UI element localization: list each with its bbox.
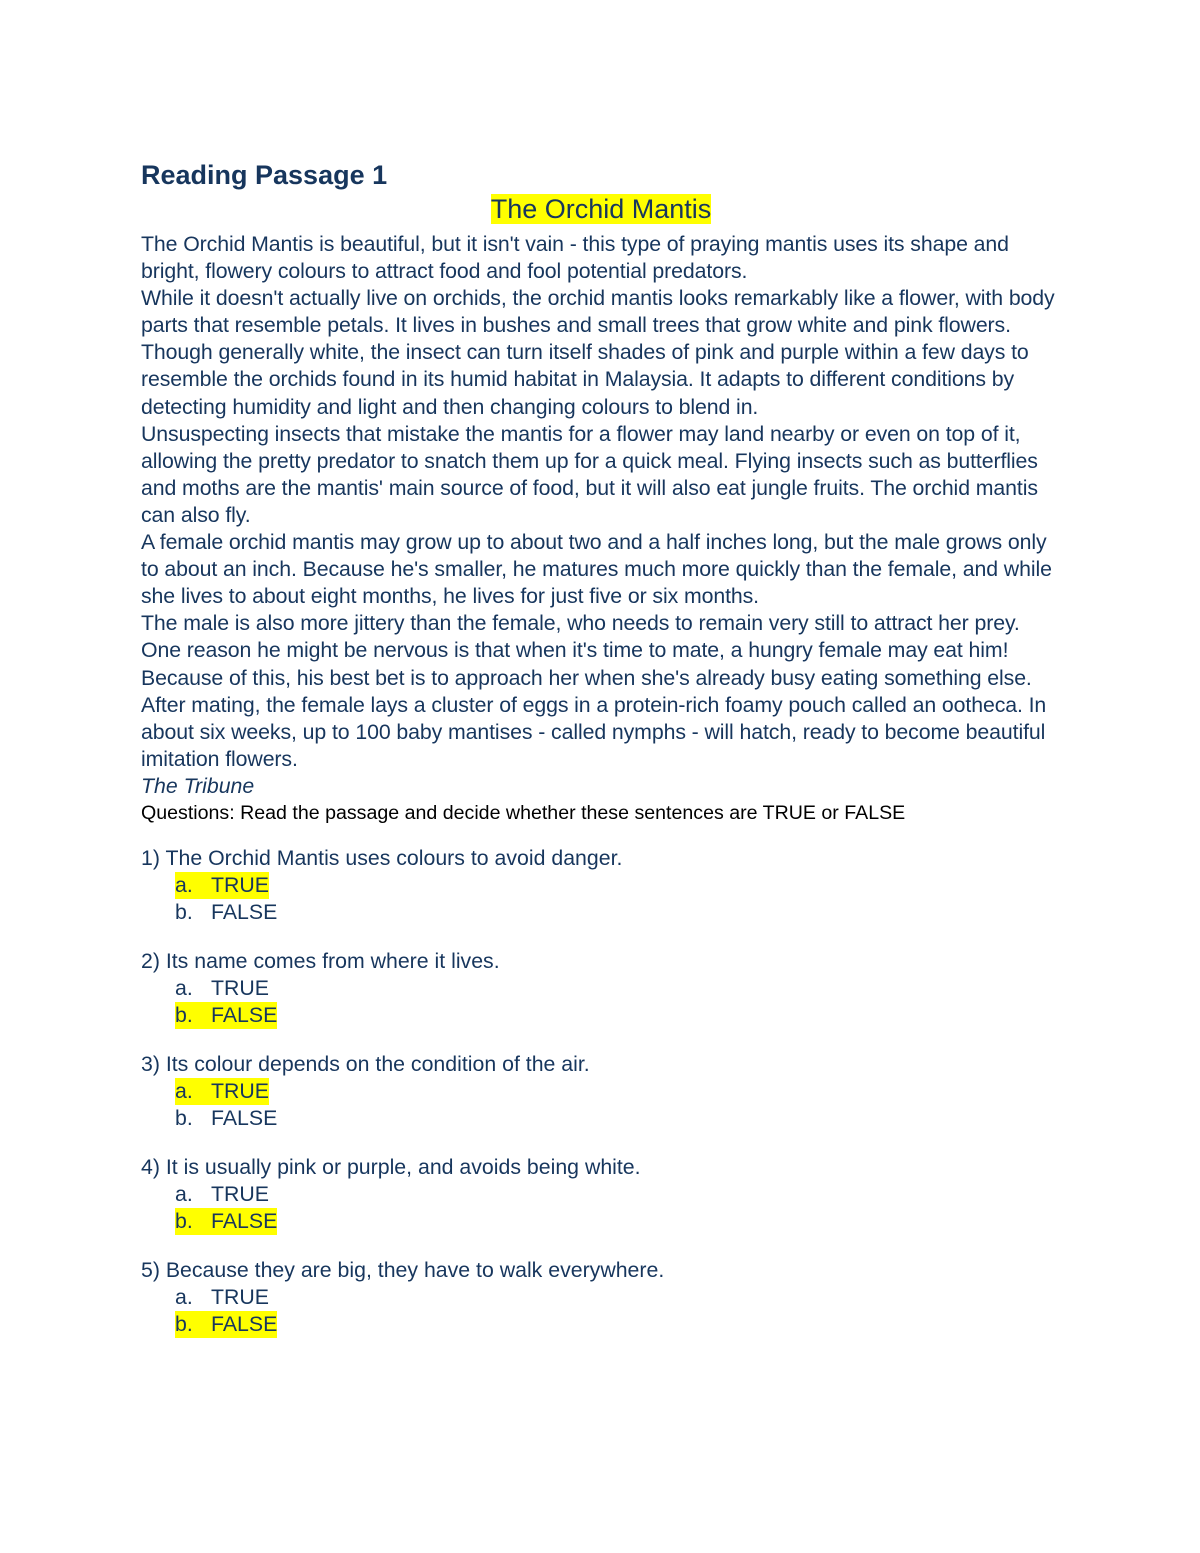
passage-paragraph-4: Unsuspecting insects that mistake the mantis for a flower may land nearby or even on top of it, allowing the pretty predator to snatch them up for a quick meal. Flying insects such as butterflies and moths are the mantis' main source of food, but it will also eat jungle fruits. The orchid mantis can also fly.: [141, 421, 1038, 527]
question-item: [141, 1257, 1061, 1338]
passage-body: [141, 231, 1061, 773]
option-text: TRUE: [211, 1078, 269, 1103]
answer-options: [141, 975, 1061, 1029]
option-letter: b.: [175, 899, 193, 924]
question-list: [141, 845, 1061, 1338]
answer-option-content: [175, 1208, 277, 1235]
option-letter: b.: [175, 1002, 193, 1027]
option-letter: a.: [175, 1078, 193, 1103]
passage-paragraph-3: Though generally white, the insect can turn itself shades of pink and purple within a few days to resemble the orchids found in its humid habitat in Malaysia. It adapts to different conditions by detecting humidity and light and then changing colours to blend in.: [141, 340, 1029, 419]
answer-option-content: [175, 1284, 269, 1311]
option-text: TRUE: [211, 975, 269, 1000]
answer-option: [175, 975, 1061, 1002]
passage-paragraph-1: The Orchid Mantis is beautiful, but it isn't vain - this type of praying mantis uses its shape and bright, flowery colours to attract food and fool potential predators.: [141, 232, 1009, 284]
option-letter: a.: [175, 872, 193, 897]
document-page: [141, 158, 1061, 1360]
answer-options: [141, 872, 1061, 926]
question-item: [141, 1154, 1061, 1235]
question-item: [141, 948, 1061, 1029]
question-stem: 4) It is usually pink or purple, and avoids being white.: [141, 1154, 641, 1179]
option-text: FALSE: [211, 899, 278, 924]
answer-option: [175, 1181, 1061, 1208]
answer-option: [175, 1284, 1061, 1311]
passage-paragraph-2: While it doesn't actually live on orchids, the orchid mantis looks remarkably like a flower, with body parts that resemble petals. It lives in bushes and small trees that grow white and pink flowers.: [141, 286, 1055, 338]
question-stem: 2) Its name comes from where it lives.: [141, 948, 500, 973]
question-item: [141, 845, 1061, 926]
option-letter: a.: [175, 1181, 193, 1206]
option-letter: a.: [175, 1284, 193, 1309]
answer-options: [141, 1284, 1061, 1338]
answer-option-content: [175, 1181, 269, 1208]
answer-option-content: [175, 899, 277, 926]
option-text: TRUE: [211, 872, 269, 897]
answer-option-content: [175, 1105, 277, 1132]
answer-options: [141, 1181, 1061, 1235]
answer-option-highlighted: [175, 872, 1061, 899]
question-stem: 3) Its colour depends on the condition of the air.: [141, 1051, 590, 1076]
question-stem: 5) Because they are big, they have to walk everywhere.: [141, 1257, 665, 1282]
question-instructions: Questions: Read the passage and decide whether these sentences are TRUE or FALSE: [141, 801, 906, 824]
option-text: TRUE: [211, 1284, 269, 1309]
option-letter: b.: [175, 1208, 193, 1233]
option-text: FALSE: [211, 1208, 278, 1233]
answer-option: [175, 899, 1061, 926]
passage-title: The Orchid Mantis: [490, 194, 712, 224]
answer-option-highlighted: [175, 1078, 1061, 1105]
option-text: FALSE: [211, 1002, 278, 1027]
page-heading: Reading Passage 1: [141, 160, 388, 190]
answer-option-content: [175, 1311, 277, 1338]
source-attribution: The Tribune: [141, 773, 255, 798]
passage-paragraph-5: A female orchid mantis may grow up to about two and a half inches long, but the male grows only to about an inch. Because he's smaller, he matures much more quickly than the female, and while she lives to about eight months, he lives for just five or six months.: [141, 530, 1052, 609]
answer-option-content: [175, 1002, 277, 1029]
option-text: FALSE: [211, 1105, 278, 1130]
answer-option-highlighted: [175, 1208, 1061, 1235]
title-wrapper: [141, 192, 1061, 231]
question-item: [141, 1051, 1061, 1132]
answer-option-highlighted: [175, 1002, 1061, 1029]
option-letter: a.: [175, 975, 193, 1000]
question-stem: 1) The Orchid Mantis uses colours to avoid danger.: [141, 845, 623, 870]
option-letter: b.: [175, 1105, 193, 1130]
answer-option-highlighted: [175, 1311, 1061, 1338]
passage-paragraph-7: After mating, the female lays a cluster of eggs in a protein-rich foamy pouch called an ootheca. In about six weeks, up to 100 baby mantises - called nymphs - will hatch, ready to become beautiful imitation flowers.: [141, 692, 1047, 771]
passage-paragraph-6: The male is also more jittery than the female, who needs to remain very still to attract her prey. One reason he might be nervous is that when it's time to mate, a hungry female may eat him! Because of this, his best bet is to approach her when she's already busy eating something else.: [141, 611, 1032, 690]
option-text: FALSE: [211, 1311, 278, 1336]
answer-option-content: [175, 1078, 269, 1105]
answer-option-content: [175, 872, 269, 899]
answer-option-content: [175, 975, 269, 1002]
answer-options: [141, 1078, 1061, 1132]
option-text: TRUE: [211, 1181, 269, 1206]
option-letter: b.: [175, 1311, 193, 1336]
answer-option: [175, 1105, 1061, 1132]
